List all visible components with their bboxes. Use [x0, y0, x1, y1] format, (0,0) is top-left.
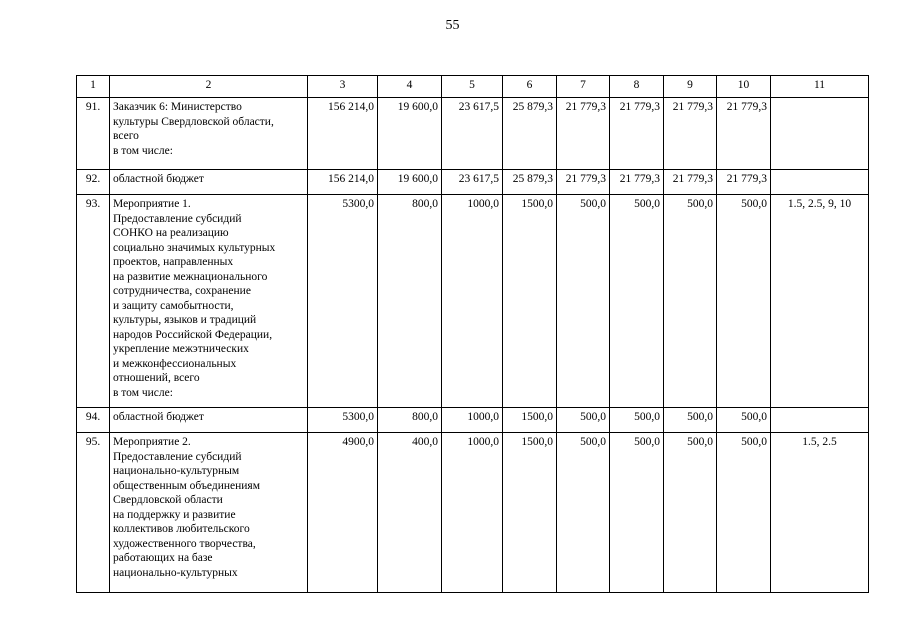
table-row: [77, 433, 869, 593]
description-line: Мероприятие 1.: [113, 198, 191, 210]
description-line: культуры Свердловской области,: [113, 115, 274, 128]
value-cell: 21 779,3: [610, 170, 664, 195]
column-header: 6: [503, 76, 557, 98]
row-description: [110, 170, 308, 195]
value-cell: 500,0: [557, 195, 610, 408]
description-line: работающих на базе: [113, 552, 213, 564]
value-cell: 23 617,5: [442, 170, 503, 195]
description-line: социально значимых культурных: [113, 241, 276, 254]
description-line: СОНКО на реализацию: [113, 227, 229, 239]
description-line: культуры, языков и традиций: [113, 314, 257, 326]
description-line: на поддержку и развитие: [113, 508, 236, 521]
reference-cell: 1.5, 2.5: [771, 433, 869, 593]
value-cell: 21 779,3: [557, 98, 610, 170]
value-cell: 1000,0: [442, 195, 503, 408]
column-header: 4: [378, 76, 442, 98]
value-cell: 800,0: [378, 195, 442, 408]
row-number: 94.: [77, 408, 110, 433]
value-cell: 500,0: [664, 433, 717, 593]
page-number: 55: [445, 18, 460, 33]
reference-cell: [771, 408, 869, 433]
budget-table: [76, 75, 869, 593]
value-cell: 800,0: [378, 408, 442, 433]
description-line: Предоставление субсидий: [113, 212, 242, 225]
value-cell: 1000,0: [442, 433, 503, 593]
row-description: [110, 408, 308, 433]
value-cell: 500,0: [557, 408, 610, 433]
table-row: [77, 195, 869, 408]
value-cell: 500,0: [610, 195, 664, 408]
value-cell: 25 879,3: [503, 98, 557, 170]
description-line: проектов, направленных: [113, 256, 234, 268]
description-line: национально-культурных: [113, 566, 238, 579]
row-number: 93.: [77, 195, 110, 408]
description-line: Заказчик 6: Министерство: [113, 101, 242, 113]
description-line: областной бюджет: [113, 173, 204, 185]
description-line: Свердловской области: [113, 494, 223, 506]
value-cell: 1000,0: [442, 408, 503, 433]
value-cell: 23 617,5: [442, 98, 503, 170]
table-row: [77, 408, 869, 433]
column-header: 11: [771, 76, 869, 98]
value-cell: 500,0: [717, 195, 771, 408]
description-line: сотрудничества, сохранение: [113, 285, 251, 297]
row-description: [110, 195, 308, 408]
value-cell: 21 779,3: [717, 170, 771, 195]
value-cell: 1500,0: [503, 195, 557, 408]
value-cell: 500,0: [717, 408, 771, 433]
table-header-row: [77, 76, 869, 98]
description-line: художественного творчества,: [113, 537, 256, 550]
description-line: Предоставление субсидий: [113, 450, 242, 463]
value-cell: 400,0: [378, 433, 442, 593]
value-cell: 25 879,3: [503, 170, 557, 195]
value-cell: 1500,0: [503, 433, 557, 593]
reference-cell: [771, 170, 869, 195]
value-cell: 500,0: [664, 408, 717, 433]
description-line: на развитие межнационального: [113, 270, 268, 283]
value-cell: 21 779,3: [717, 98, 771, 170]
value-cell: 21 779,3: [664, 98, 717, 170]
value-cell: 5300,0: [308, 195, 378, 408]
column-header: 5: [442, 76, 503, 98]
description-line: в том числе:: [113, 386, 173, 399]
value-cell: 500,0: [717, 433, 771, 593]
reference-cell: [771, 98, 869, 170]
description-line: общественным объединениям: [113, 479, 260, 492]
value-cell: 500,0: [664, 195, 717, 408]
column-header: 2: [110, 76, 308, 98]
description-line: и защиту самобытности,: [113, 299, 234, 312]
description-line: в том числе:: [113, 144, 173, 157]
table-row: [77, 170, 869, 195]
column-header: 8: [610, 76, 664, 98]
description-line: и межконфессиональных: [113, 357, 237, 370]
value-cell: 21 779,3: [557, 170, 610, 195]
value-cell: 5300,0: [308, 408, 378, 433]
row-description: [110, 98, 308, 170]
table-row: [77, 98, 869, 170]
value-cell: 21 779,3: [664, 170, 717, 195]
column-header: 9: [664, 76, 717, 98]
description-line: национально-культурным: [113, 465, 240, 477]
description-line: укрепление межэтнических: [113, 343, 249, 355]
column-header: 10: [717, 76, 771, 98]
description-line: областной бюджет: [113, 411, 204, 423]
description-line: народов Российской Федерации,: [113, 328, 273, 341]
row-number: 95.: [77, 433, 110, 593]
column-header: 7: [557, 76, 610, 98]
value-cell: 1500,0: [503, 408, 557, 433]
description-line: Мероприятие 2.: [113, 436, 191, 448]
row-number: 91.: [77, 98, 110, 170]
value-cell: 500,0: [610, 433, 664, 593]
value-cell: 156 214,0: [308, 98, 378, 170]
description-line: коллективов любительского: [113, 523, 250, 535]
row-description: [110, 433, 308, 593]
value-cell: 156 214,0: [308, 170, 378, 195]
column-header: 1: [77, 76, 110, 98]
description-line: всего: [113, 130, 139, 142]
value-cell: 500,0: [610, 408, 664, 433]
row-number: 92.: [77, 170, 110, 195]
value-cell: 19 600,0: [378, 98, 442, 170]
value-cell: 4900,0: [308, 433, 378, 593]
reference-cell: 1.5, 2.5, 9, 10: [771, 195, 869, 408]
description-line: отношений, всего: [113, 372, 200, 384]
column-header: 3: [308, 76, 378, 98]
value-cell: 19 600,0: [378, 170, 442, 195]
value-cell: 500,0: [557, 433, 610, 593]
value-cell: 21 779,3: [610, 98, 664, 170]
